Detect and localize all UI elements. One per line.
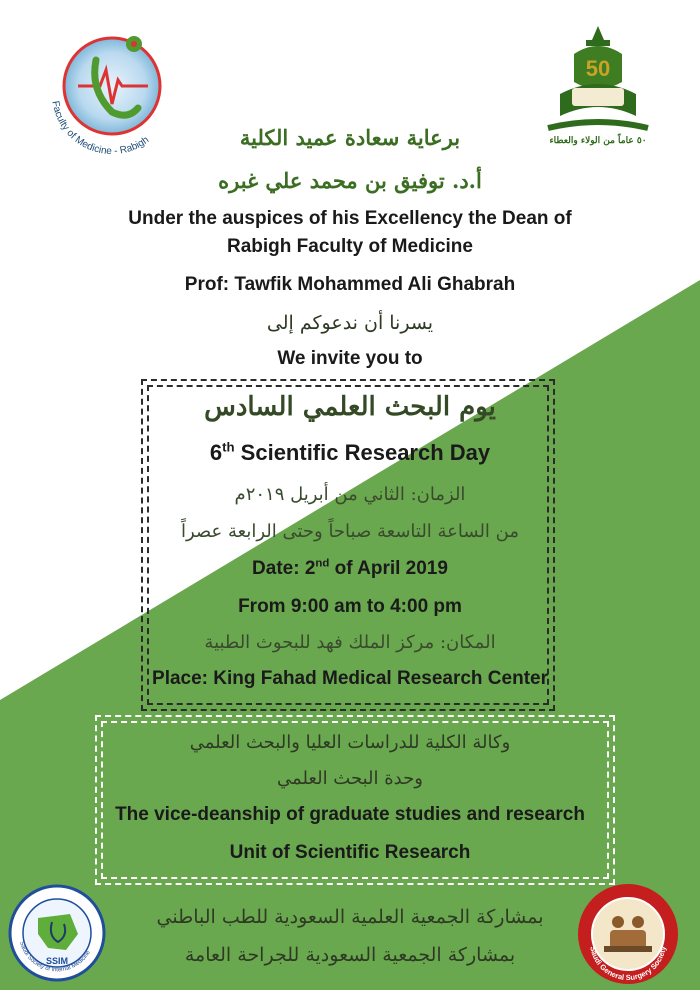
vice-deanship-arabic: وكالة الكلية للدراسات العليا والبحث العلمي	[189, 732, 511, 753]
event-title-english	[0, 440, 700, 466]
event-date-english	[0, 558, 700, 580]
saudi-surgery-society-logo	[574, 882, 682, 986]
event-title-rest: Scientific Research Day	[234, 440, 491, 465]
partner-surgery-arabic: بمشاركة الجمعية السعودية للجراحة العامة	[184, 944, 516, 966]
dean-name-english: Prof: Tawfik Mohammed Ali Ghabrah	[184, 274, 516, 295]
patronage-english-line2: Rabigh Faculty of Medicine	[227, 236, 473, 257]
research-unit-arabic: وحدة البحث العلمي	[277, 768, 423, 789]
svg-text:50: 50	[585, 56, 611, 81]
event-date-rest: of April 2019	[329, 558, 448, 579]
event-date-ordinal: nd	[315, 557, 330, 570]
event-place-arabic: المكان: مركز الملك فهد للبحوث الطبية	[204, 632, 496, 653]
ssim-ring-text: Saudi Society of Internal Medicine	[18, 940, 92, 974]
event-title-ordinal: th	[222, 439, 235, 455]
event-box-inner	[147, 385, 549, 705]
event-time-english: From 9:00 am to 4:00 pm	[238, 596, 462, 617]
event-date-arabic: الزمان: الثاني من أبريل ٢٠١٩م	[234, 484, 466, 505]
invite-english: We invite you to	[277, 348, 423, 369]
university-motto: ٥٠ عاماً من الولاء والعطاء	[549, 136, 647, 146]
faculty-ring-text: Faculty of Medicine - Rabigh	[49, 100, 152, 158]
event-title-arabic: يوم البحث العلمي السادس	[204, 392, 496, 422]
invite-arabic: يسرنا أن ندعوكم إلى	[266, 312, 434, 334]
surgery-ring-text: Saudi General Surgery Society	[588, 945, 668, 983]
research-unit-english: Unit of Scientific Research	[229, 842, 471, 863]
vice-deanship-english: The vice-deanship of graduate studies and research	[115, 804, 585, 825]
event-place-english: Place: King Fahad Medical Research Center	[152, 668, 548, 689]
patronage-arabic: برعاية سعادة عميد الكلية	[239, 125, 461, 150]
ssim-logo	[8, 884, 106, 982]
ssim-abbr: SSIM	[45, 956, 69, 966]
event-date-prefix: Date: 2	[252, 558, 316, 579]
partner-internal-medicine-arabic: بمشاركة الجمعية العلمية السعودية للطب الباطني	[156, 906, 544, 928]
event-title-number: 6	[209, 440, 223, 465]
dean-name-arabic: أ.د. توفيق بن محمد علي غبره	[218, 168, 482, 193]
event-time-arabic: من الساعة التاسعة صباحاً وحتى الرابعة عصراً	[180, 521, 520, 542]
patronage-english-line1: Under the auspices of his Excellency the Dean of	[128, 208, 572, 229]
